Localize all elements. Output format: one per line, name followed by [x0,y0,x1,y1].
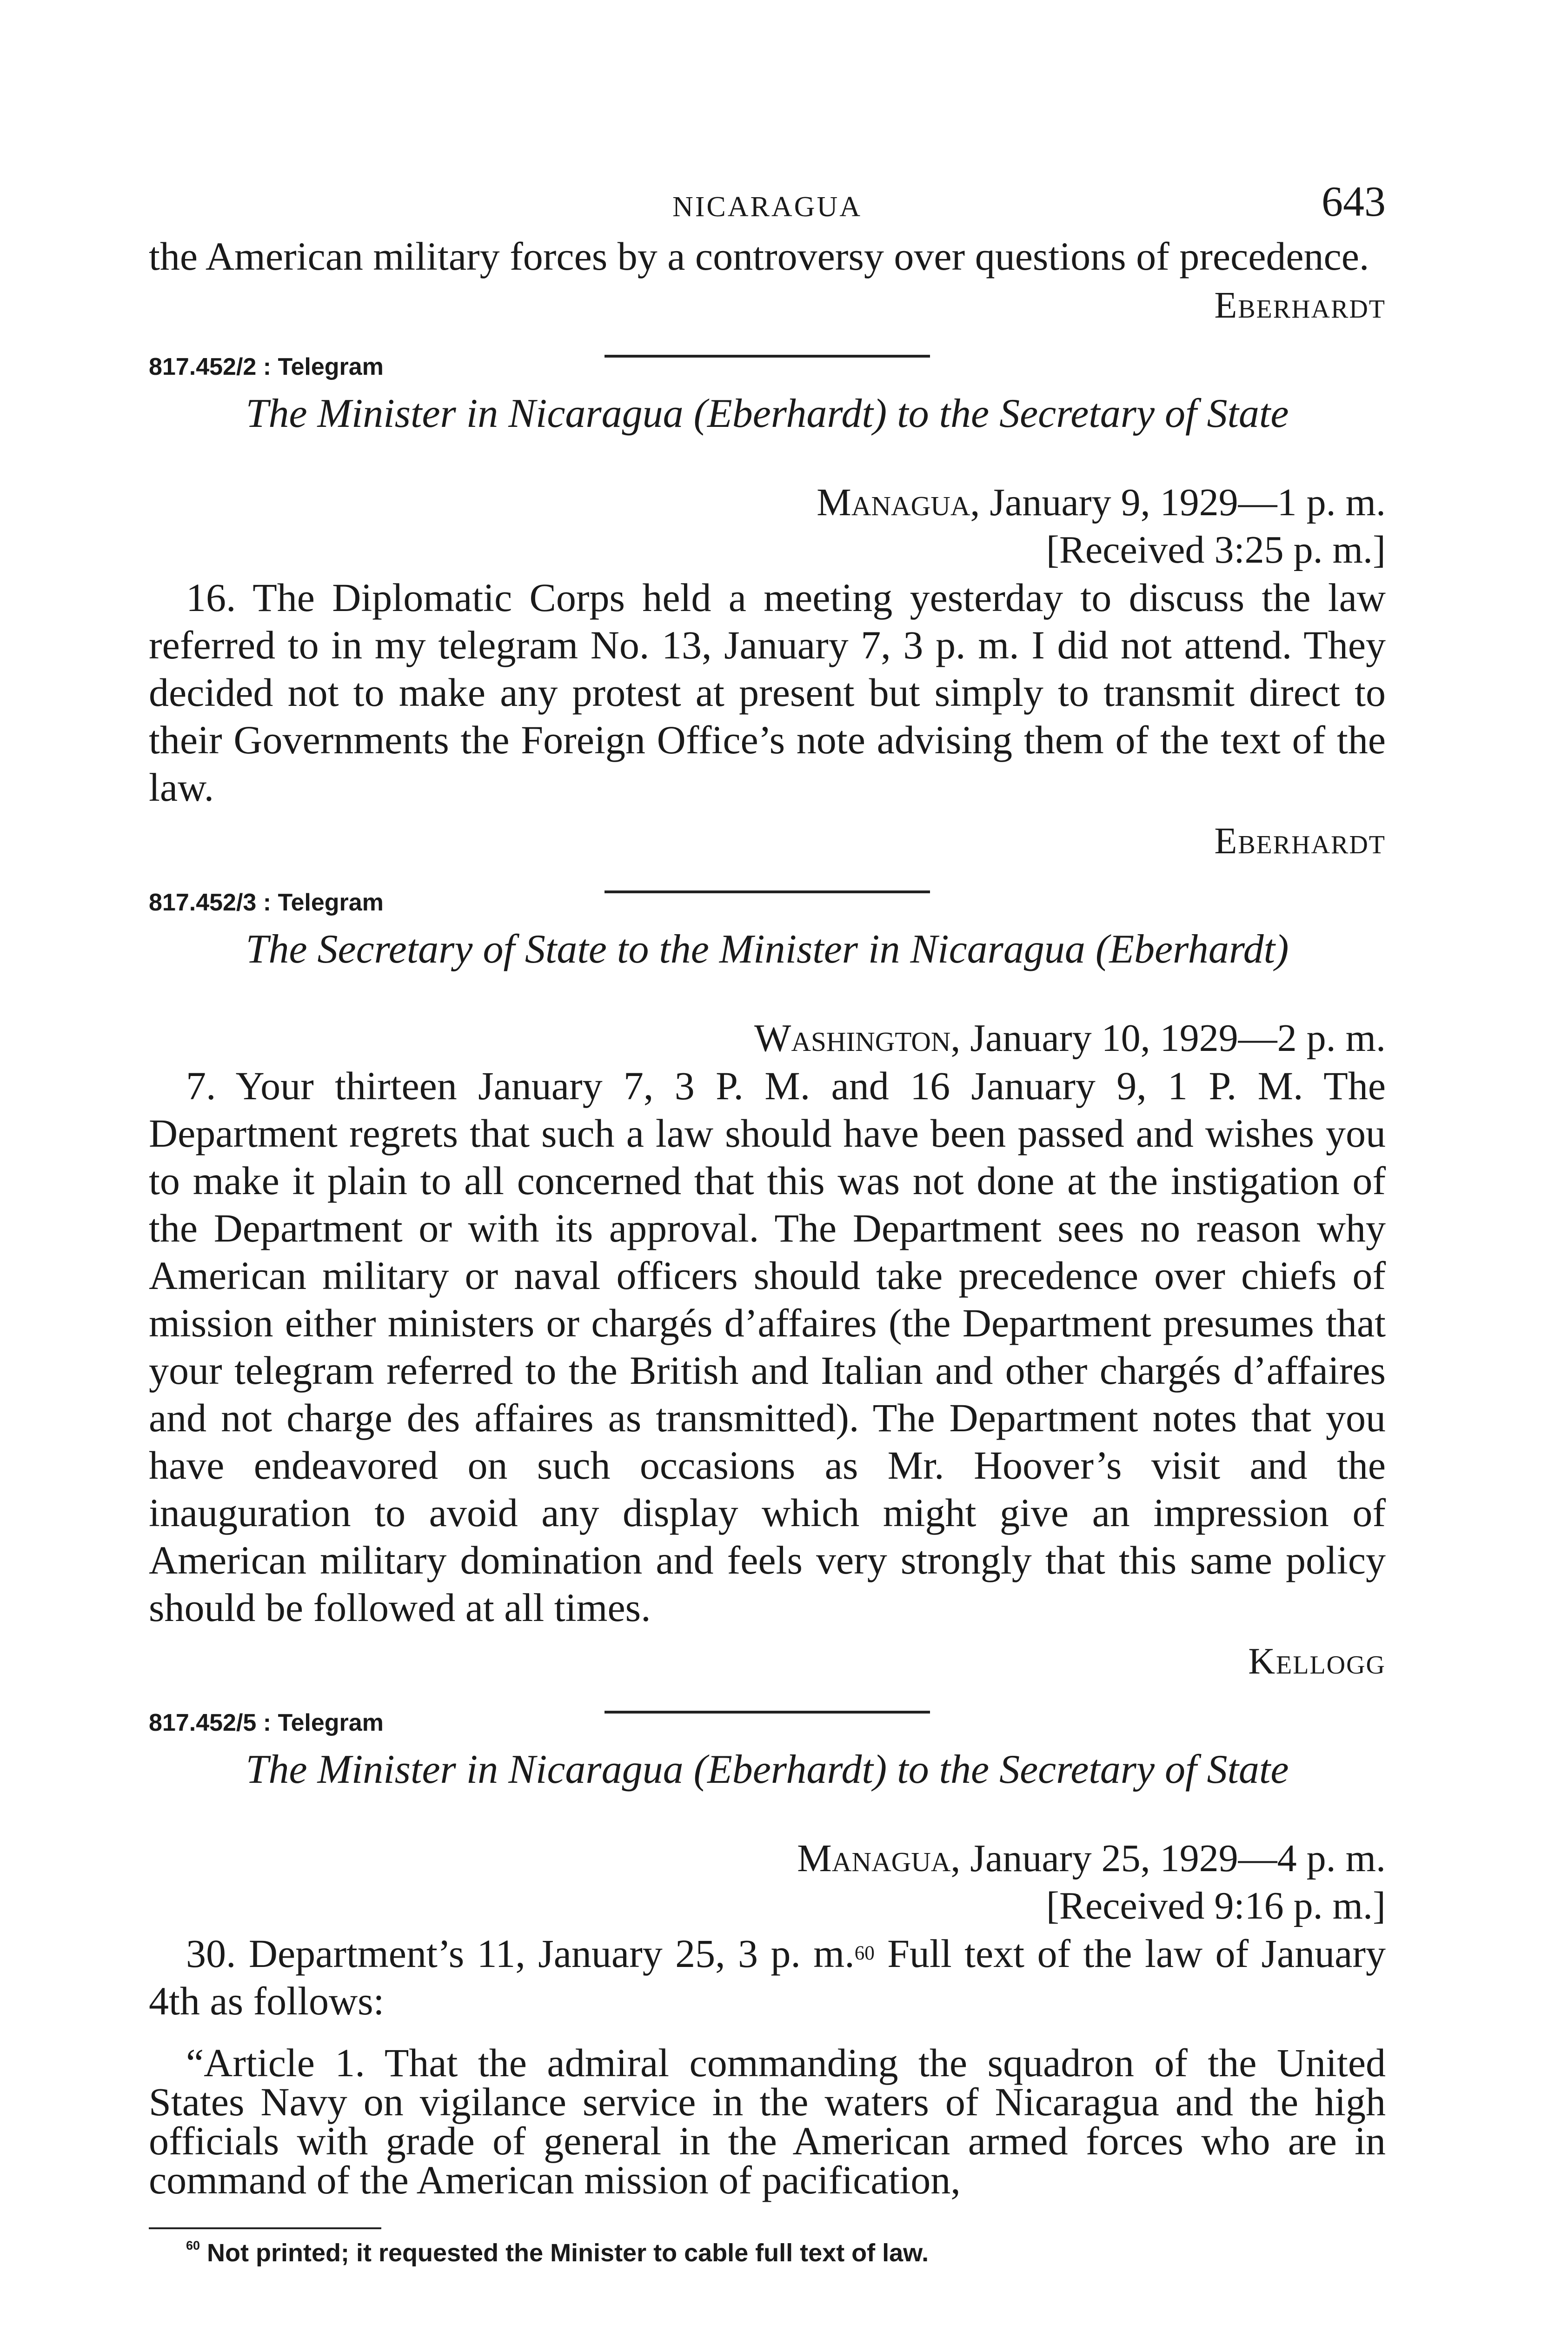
body-text: 30. Department’s 11, January 25, 3 p. m. [186,1931,855,1976]
running-head-title: NICARAGUA [672,191,862,223]
document-heading: The Minister in Nicaragua (Eberhardt) to the Secretary of State [246,391,1289,436]
dateline-date: , January 10, 1929—2 p. m. [950,1016,1386,1060]
document-body: 7. Your thirteen January 7, 3 P. M. and 16 January 9, 1 P. M. The Department regrets that such a law should have been passed and wishes you to make it plain to all concerned that this was not done at the instigation of the Department or with its approval. The Department sees no reason why American military or naval officers should take precedence over chiefs of mission either ministers or chargés d’affaires (the Department presumes that your telegram referred to the British and Italian and other chargés d’affaires and not charge des affaires as transmitted). The Department notes that you have endeavored on such occasions as Mr. Hoover’s visit and the inauguration to avoid any display which might give an impression of American military domination and feels very strongly that this same policy should be followed at all times. [149,1063,1386,1630]
footnote-divider [149,2227,381,2229]
document-body: 16. The Diplomatic Corps held a meeting yesterday to discuss the law referred to in my telegram No. 13, January 7, 3 p. m. I did not attend. They decided not to make any protest at present but simply to transmit direct to their Governments the Foreign Office’s note advising them of the text of the law. [149,575,1386,810]
document-heading: The Secretary of State to the Minister in Nicaragua (Eberhardt) [246,927,1289,972]
dateline-date: , January 9, 1929—1 p. m. [970,481,1386,524]
opening-paragraph: the American military forces by a controversy over questions of precedence. [149,234,1369,279]
dateline [149,1015,1386,1062]
footnote-text: Not printed; it requested the Minister to cable full text of law. [200,2239,929,2267]
document-signature: Kellogg [1248,1641,1386,1682]
dateline-place: Washington [754,1016,951,1060]
file-number: 817.452/5 : Telegram [149,1709,384,1736]
dateline-place: Managua [817,481,970,524]
opening-signature: Eberhardt [1214,285,1386,326]
file-number: 817.452/3 : Telegram [149,889,384,916]
received-line: [Received 3:25 p. m.] [1046,528,1386,571]
received-line: [Received 9:16 p. m.] [1046,1884,1386,1927]
dateline-date: , January 25, 1929—4 p. m. [950,1837,1386,1880]
law-quotation: “Article 1. That the admiral commanding the squadron of the United States Navy on vigilance service in the waters of Nicaragua and the high officials with grade of general in the American armed forces who are in command of the American mission of pacification, [149,2040,1386,2202]
footnote-reference: 60 [854,1942,875,1964]
body-text-continued: Full text of the law of January 4th as follows: [149,1931,1386,2023]
file-number: 817.452/2 : Telegram [149,353,384,380]
footnote [186,2239,1386,2267]
dateline-place: Managua [797,1837,951,1880]
running-head [149,177,1386,232]
document-heading: The Minister in Nicaragua (Eberhardt) to the Secretary of State [246,1747,1289,1792]
document-body [149,1930,1386,2025]
document-page [149,177,1386,2267]
footnote-marker: 60 [186,2239,200,2252]
page-number: 643 [1322,178,1386,225]
dateline [149,479,1386,526]
dateline [149,1835,1386,1882]
document-signature: Eberhardt [1214,821,1386,862]
